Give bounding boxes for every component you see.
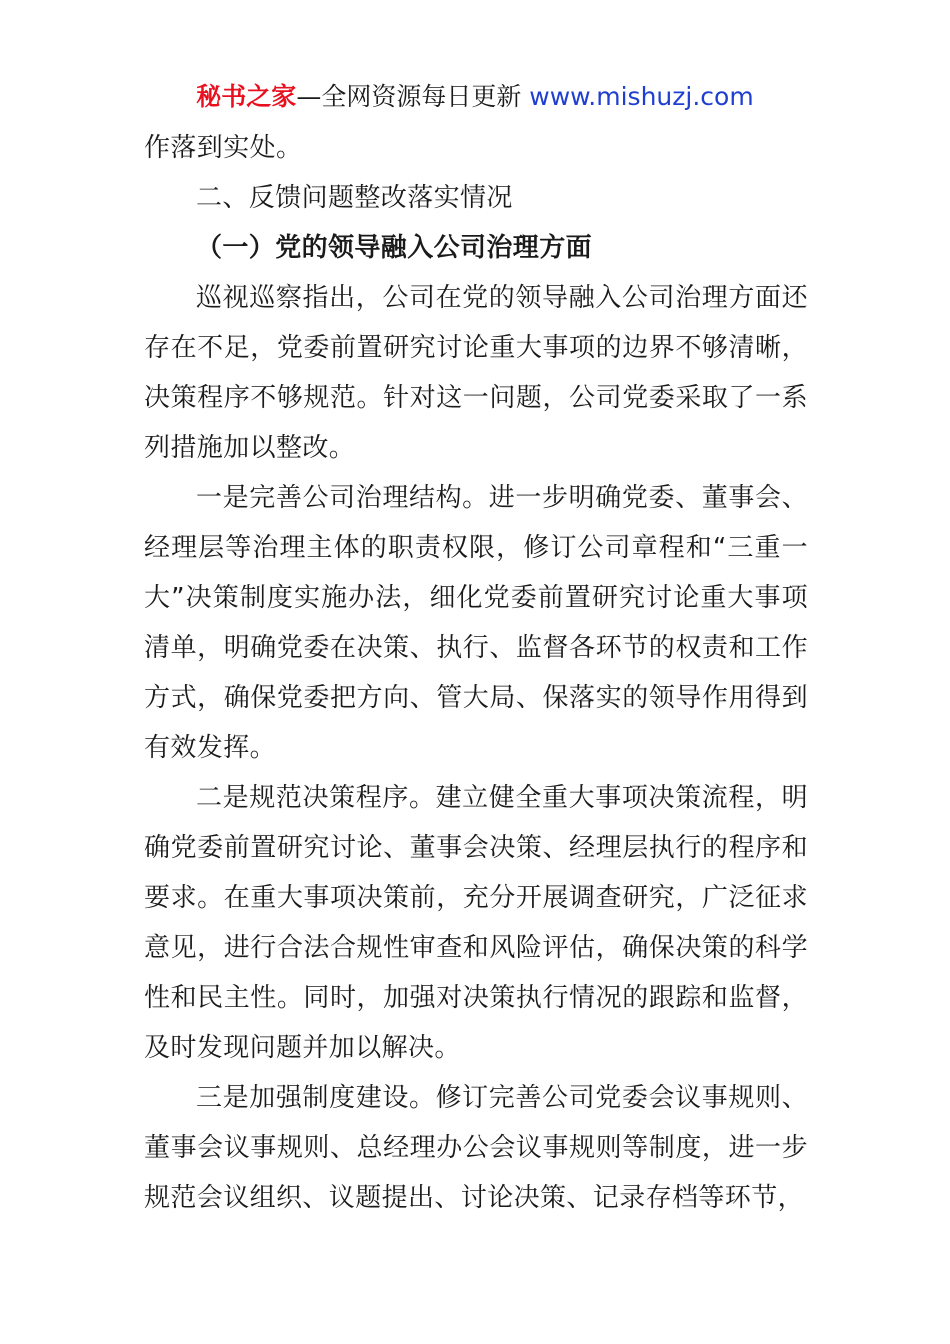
paragraph-measure-2: 二是规范决策程序。建立健全重大事项决策流程，明确党委前置研究讨论、董事会决策、经理层执行的程序和要求。在重大事项决策前，充分开展调查研究，广泛征求意见，进行合法合规性审查和风险评估，确保决策的科学性和民主性。同时，加强对决策执行情况的跟踪和监督，及时发现问题并加以解决。 — [144, 783, 808, 1063]
site-url-link[interactable]: www.mishuzj.com — [529, 82, 754, 111]
site-header — [0, 80, 950, 114]
paragraph-measure-1: 一是完善公司治理结构。进一步明确党委、董事会、经理层等治理主体的职责权限，修订公司章程和“三重一大”决策制度实施办法，细化党委前置研究讨论重大事项清单，明确党委在决策、执行、监督各环节的权责和工作方式，确保党委把方向、管大局、保落实的领导作用得到有效发挥。 — [144, 483, 808, 763]
subsection-heading: （一）党的领导融入公司治理方面 — [196, 233, 593, 263]
brand-name: 秘书之家 — [196, 82, 297, 111]
header-tagline: —全网资源每日更新 — [296, 82, 530, 111]
paragraph-measure-3: 三是加强制度建设。修订完善公司党委会议事规则、董事会议事规则、总经理办公会议事规则等制度，进一步规范会议组织、议题提出、讨论决策、记录存档等环节， — [144, 1083, 808, 1213]
section-heading: 二、反馈问题整改落实情况 — [196, 183, 513, 213]
paragraph-intro: 巡视巡察指出，公司在党的领导融入公司治理方面还存在不足，党委前置研究讨论重大事项的边界不够清晰，决策程序不够规范。针对这一问题，公司党委采取了一系列措施加以整改。 — [144, 283, 808, 463]
continuation-line: 作落到实处。 — [144, 133, 303, 163]
document-body — [144, 123, 808, 1223]
